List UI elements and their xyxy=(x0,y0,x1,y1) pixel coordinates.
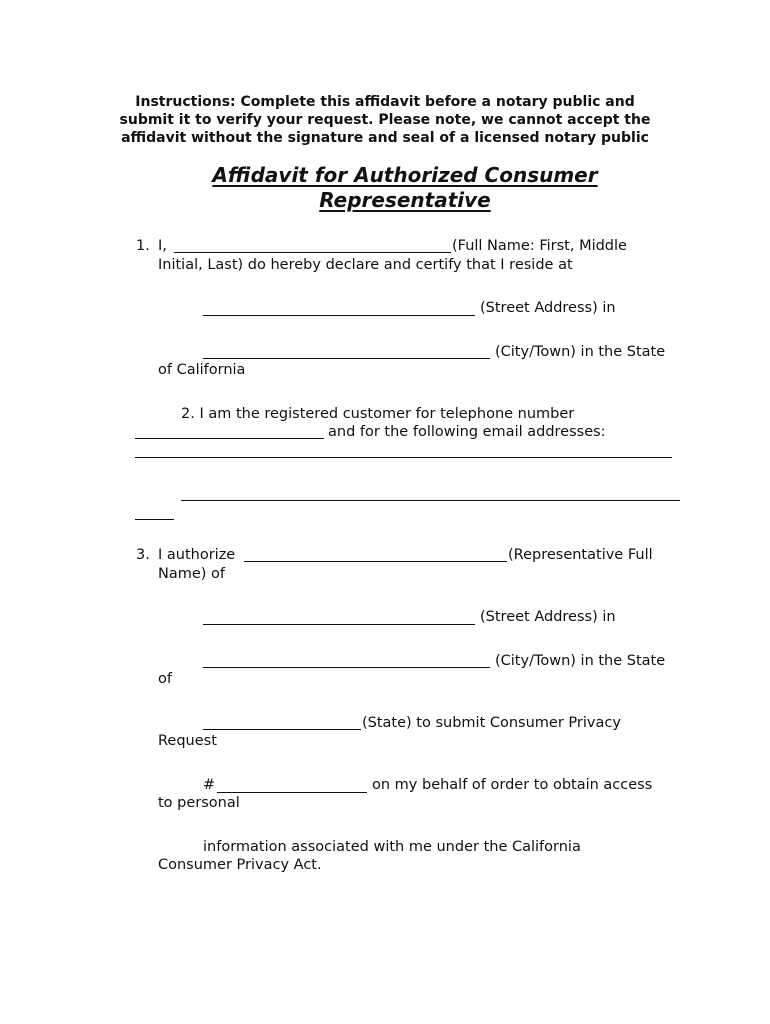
section-3-prefix: I authorize xyxy=(158,547,236,563)
email-address-field-1[interactable] xyxy=(135,457,672,458)
state-of-text: of xyxy=(158,671,172,687)
section-3-name-of: Name) of xyxy=(158,566,226,582)
full-name-field[interactable] xyxy=(174,252,451,253)
street-address-field-1[interactable] xyxy=(203,315,475,316)
document-title-line-1: Affidavit for Authorized Consumer xyxy=(212,163,598,187)
on-behalf-label: on my behalf of order to obtain access xyxy=(372,777,653,793)
state-california-text: of California xyxy=(158,362,246,378)
state-label: (State) to submit Consumer Privacy xyxy=(362,715,621,731)
section-2-intro: 2. I am the registered customer for telephone number xyxy=(181,406,575,422)
section-3-number: 3. xyxy=(136,547,150,563)
street-address-field-2[interactable] xyxy=(203,624,475,625)
state-field[interactable] xyxy=(203,729,361,730)
request-number-hash: # xyxy=(203,777,216,793)
full-name-label: (Full Name: First, Middle xyxy=(452,238,627,254)
request-text: Request xyxy=(158,733,217,749)
section-1-prefix: I, xyxy=(158,238,167,254)
street-address-label-2: (Street Address) in xyxy=(480,609,616,625)
to-personal-text: to personal xyxy=(158,795,240,811)
street-address-label-1: (Street Address) in xyxy=(480,300,616,316)
instructions-line-1: Instructions: Complete this affidavit before a notary public and xyxy=(135,94,635,110)
section-1-declaration: Initial, Last) do hereby declare and certify that I reside at xyxy=(158,257,573,273)
request-number-field[interactable] xyxy=(217,792,367,793)
city-town-field-1[interactable] xyxy=(203,358,490,359)
instructions-line-3: affidavit without the signature and seal of a licensed notary public xyxy=(121,130,649,146)
email-addresses-label: and for the following email addresses: xyxy=(328,424,606,440)
email-address-field-2-continued[interactable] xyxy=(135,519,174,520)
telephone-number-field[interactable] xyxy=(135,438,324,439)
city-town-field-2[interactable] xyxy=(203,667,490,668)
representative-name-label: (Representative Full xyxy=(508,547,653,563)
city-town-label-2: (City/Town) in the State xyxy=(495,653,666,669)
city-town-label-1: (City/Town) in the State xyxy=(495,344,666,360)
document-title-line-2: Representative xyxy=(319,188,491,212)
instructions-line-2: submit it to verify your request. Please note, we cannot accept the xyxy=(119,112,651,128)
ccpa-text-line-1: information associated with me under the California xyxy=(203,839,581,855)
section-1-number: 1. xyxy=(136,238,150,254)
email-address-field-2[interactable] xyxy=(181,500,680,501)
ccpa-text-line-2: Consumer Privacy Act. xyxy=(158,857,322,873)
representative-name-field[interactable] xyxy=(244,561,507,562)
